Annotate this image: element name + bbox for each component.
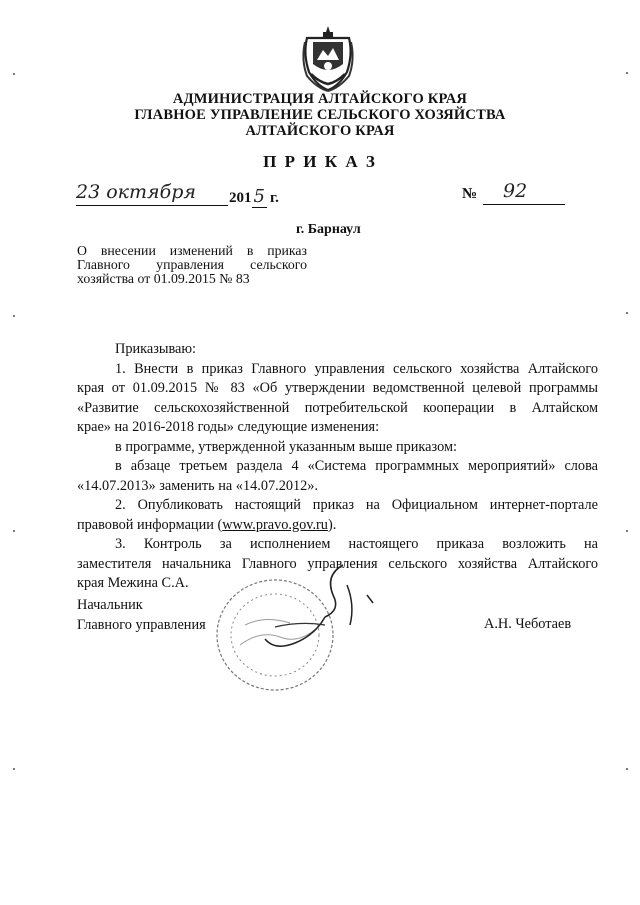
paragraph-3-line-2: заместителя начальника Главного управления сельского хозяйства Алтайского — [77, 555, 598, 572]
paragraph-1-line-1: 1. Внести в приказ Главного управления сельского хозяйства Алтайского — [115, 360, 598, 377]
year-digit-handwritten: 5 — [253, 186, 265, 207]
pravo-portal-link[interactable]: www.pravo.gov.ru — [222, 516, 328, 533]
number-underline — [483, 204, 565, 205]
paragraph-2-prefix: правовой информации ( — [77, 516, 223, 533]
scan-dot — [626, 312, 628, 314]
paragraph-1-line-2: края от 01.09.2015 № 83 «Об утверждении ведомственной целевой программы — [77, 380, 598, 396]
coat-of-arms-emblem — [299, 24, 357, 92]
scan-dot — [13, 315, 15, 317]
number-field — [483, 182, 565, 206]
paragraph-1b-line-1: в абзаце третьем раздела 4 «Система программных мероприятий» слова — [115, 458, 598, 474]
paragraph-2-line-2 — [77, 516, 598, 536]
scan-dot — [626, 530, 628, 532]
date-handwritten: 23 октября — [76, 181, 196, 203]
header-line-region: АЛТАЙСКОГО КРАЯ — [245, 123, 395, 139]
subject-block — [77, 244, 307, 286]
paragraph-1b-line-2: «14.07.2013» заменить на «14.07.2012». — [77, 477, 319, 494]
paragraph-2-suffix: ). — [327, 516, 337, 533]
city: г. Барнаул — [296, 222, 361, 237]
paragraph-1-line-3: «Развитие сельскохозяйственной потребительской кооперации в Алтайском — [77, 399, 598, 416]
date-year — [229, 186, 279, 207]
signatory-title-line-2: Главного управления — [77, 616, 206, 633]
paragraph-3-line-1: 3. Контроль за исполнением настоящего приказа возложить на — [115, 536, 598, 552]
scan-dot — [13, 768, 15, 770]
scan-dot — [626, 768, 628, 770]
scan-dot — [626, 72, 628, 74]
number-label: № — [462, 186, 478, 202]
year-suffix: г. — [269, 190, 279, 206]
year-prefix: 201 — [229, 190, 252, 206]
signatory-title-line-1: Начальник — [77, 597, 143, 613]
paragraph-1-line-4: крае» на 2016-2018 годы» следующие изменения: — [77, 419, 380, 435]
paragraph-3-line-3: края Межина С.А. — [77, 575, 189, 591]
subject-line-1: О внесении изменений в приказ — [77, 243, 307, 258]
handwritten-signature — [255, 555, 385, 665]
order-intro: Приказываю: — [115, 341, 197, 357]
signatory-name: А.Н. Чеботаев — [484, 616, 572, 632]
paragraph-1a: в программе, утвержденной указанным выше приказом: — [115, 438, 457, 455]
document-title: П Р И К А З — [263, 152, 377, 171]
subject-line-2: Главного управления сельского — [77, 257, 307, 272]
date-field — [76, 182, 228, 206]
number-handwritten: 92 — [503, 180, 528, 202]
signatory-title — [77, 596, 206, 635]
scan-dot — [13, 73, 15, 75]
header-line-administration: АДМИНИСТРАЦИЯ АЛТАЙСКОГО КРАЯ — [172, 91, 468, 107]
paragraph-2-line-1: 2. Опубликовать настоящий приказ на Официальном интернет-портале — [115, 497, 598, 513]
header-line-department: ГЛАВНОЕ УПРАВЛЕНИЕ СЕЛЬСКОГО ХОЗЯЙСТВА — [134, 107, 506, 123]
date-underline — [76, 205, 228, 206]
scan-dot — [13, 530, 15, 532]
subject-line-3: хозяйства от 01.09.2015 № 83 — [77, 271, 250, 286]
